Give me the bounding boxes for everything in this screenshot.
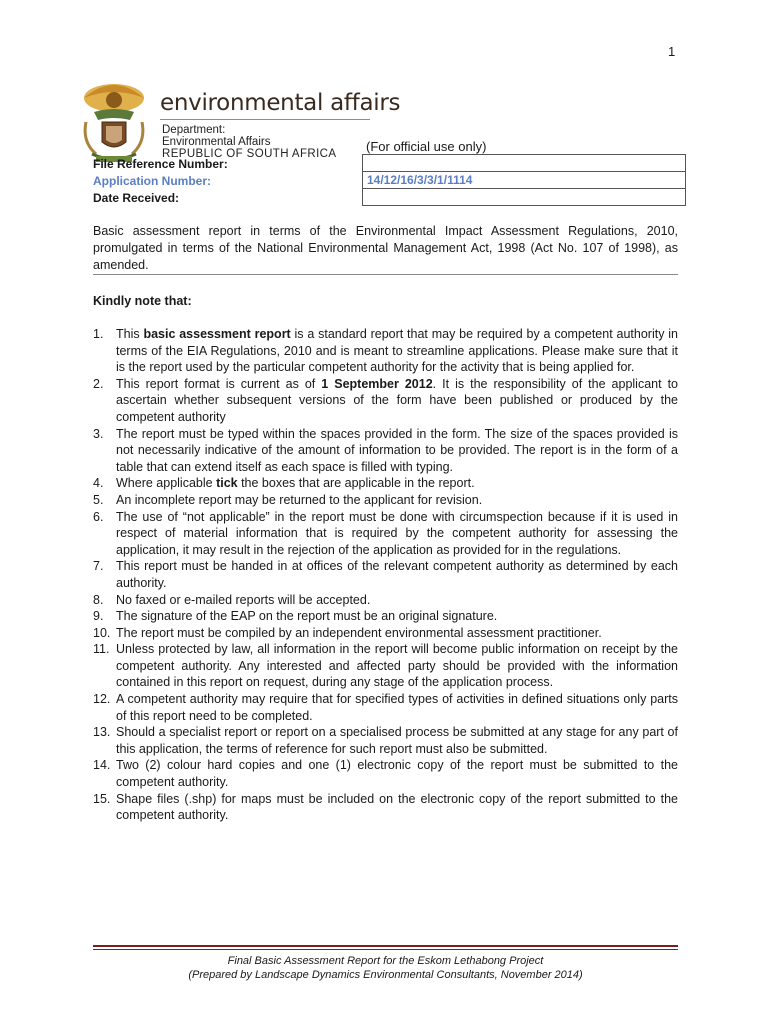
intro-paragraph: Basic assessment report in terms of the Environmental Impact Assessment Regulations, 2010, promulgated in terms of the National Environmental Management Act, 1998 (Act No. 107 of 1998), as amended. — [93, 224, 678, 272]
list-text: This report must be handed in at offices of the relevant competent authority as determined by each authority. — [116, 559, 678, 590]
list-text: Unless protected by law, all information in the report will become public information on receipt by the competent authority. Any interested and affected party should be provided with the information contained in this report on request, during any stage of the application process. — [116, 642, 678, 690]
dept-name: Environmental Affairs — [162, 136, 271, 148]
list-item — [93, 492, 678, 509]
list-text: Shape files (.shp) for maps must be included on the electronic copy of the report submitted to the competent authority. — [116, 791, 678, 823]
date-received-value — [363, 189, 686, 206]
list-number: 2. — [93, 376, 104, 391]
list-item — [93, 691, 678, 724]
list-text-bold: tick — [216, 476, 238, 491]
application-number-label: Application Number: — [93, 174, 212, 188]
list-text: Two (2) colour hard copies and one (1) electronic copy of the report must be submitted to the competent authority. — [116, 758, 678, 790]
list-item — [93, 376, 678, 426]
list-item — [93, 757, 678, 790]
list-number: 10. — [93, 625, 111, 640]
list-item — [93, 426, 678, 476]
list-item — [93, 326, 678, 376]
list-text: This report format is current as of — [116, 376, 322, 391]
footer-divider — [93, 945, 678, 947]
list-text: A competent authority may require that for specified types of activities in defined situations only parts of this report need to be completed. — [116, 692, 678, 723]
list-item — [93, 475, 678, 492]
file-reference-value — [363, 155, 686, 172]
list-text: No faxed or e-mailed reports will be accepted. — [116, 592, 371, 607]
list-item — [93, 724, 678, 757]
page-number: 1 — [668, 44, 676, 59]
list-text: Where applicable — [116, 476, 217, 491]
reference-table — [362, 154, 686, 206]
list-text: The signature of the EAP on the report must be an original signature. — [116, 609, 498, 624]
country-name: REPUBLIC OF SOUTH AFRICA — [162, 148, 337, 160]
list-item — [93, 641, 678, 691]
list-text: The report must be typed within the spaces provided in the form. The size of the spaces provided is not necessarily indicative of the amount of information to be provided. The report is in the form of a table that can extend itself as each space is filled with typing. — [116, 426, 678, 474]
list-number: 11. — [93, 642, 110, 657]
intro-divider — [93, 274, 678, 275]
list-number: 5. — [93, 492, 104, 507]
list-number: 12. — [93, 692, 111, 707]
list-item — [93, 625, 678, 642]
list-number: 14. — [93, 758, 111, 773]
footer-title: Final Basic Assessment Report for the Eskom Lethabong Project — [227, 955, 544, 967]
footer-subtitle: (Prepared by Landscape Dynamics Environmental Consultants, November 2014) — [188, 969, 583, 981]
list-number: 13. — [93, 725, 111, 740]
list-number: 6. — [93, 509, 104, 524]
list-text: the boxes that are applicable in the report. — [237, 476, 475, 491]
logo-divider — [160, 119, 370, 120]
list-item — [93, 791, 678, 824]
list-item — [93, 558, 678, 591]
list-text-bold: 1 September 2012 — [321, 376, 433, 391]
list-number: 8. — [93, 592, 104, 607]
logo-wordmark: environmental affairs — [160, 90, 401, 116]
list-number: 4. — [93, 476, 104, 491]
list-item — [93, 509, 678, 559]
file-reference-label: File Reference Number: — [93, 157, 228, 171]
dept-label: Department: — [162, 124, 226, 136]
footer-divider-thin — [93, 949, 678, 950]
note-heading: Kindly note that: — [93, 294, 192, 308]
official-use-note: (For official use only) — [366, 139, 487, 154]
list-item — [93, 592, 678, 609]
list-number: 3. — [93, 426, 104, 441]
coat-of-arms-logo — [72, 76, 156, 168]
list-text: An incomplete report may be returned to the applicant for revision. — [116, 492, 483, 507]
list-text: . It is the responsibility of the applicant to ascertain whether subsequent versions of the form have been published or produced by the competent authority — [116, 376, 679, 424]
list-text: The report must be compiled by an independent environmental assessment practitioner. — [116, 625, 602, 640]
list-number: 15. — [93, 791, 111, 806]
list-text: The use of “not applicable” in the report must be done with circumspection because if it is used in respect of material information that is required by the competent authority for assessing the application, it may result in the rejection of the application as provided for in the regulations. — [116, 509, 678, 557]
list-item — [93, 608, 678, 625]
list-text: Should a specialist report or report on a specialised process be submitted at any stage for any part of this application, the terms of reference for such report must also be submitted. — [116, 725, 678, 756]
list-text-bold: basic assessment report — [143, 327, 291, 341]
application-number-value: 14/12/16/3/3/1/1114 — [363, 172, 686, 189]
list-text: is a standard report that may be required by a competent authority in terms of the EIA Regulations, 2010 and is meant to streamline applications. Please make sure that it is the report used by the particular competent authority for the activity that is being applied for. — [116, 327, 678, 375]
date-received-label: Date Received: — [93, 191, 180, 205]
list-number: 1. — [93, 327, 104, 341]
notes-list — [93, 326, 678, 824]
list-number: 9. — [93, 609, 104, 624]
list-number: 7. — [93, 559, 104, 574]
list-text: This — [116, 327, 144, 341]
